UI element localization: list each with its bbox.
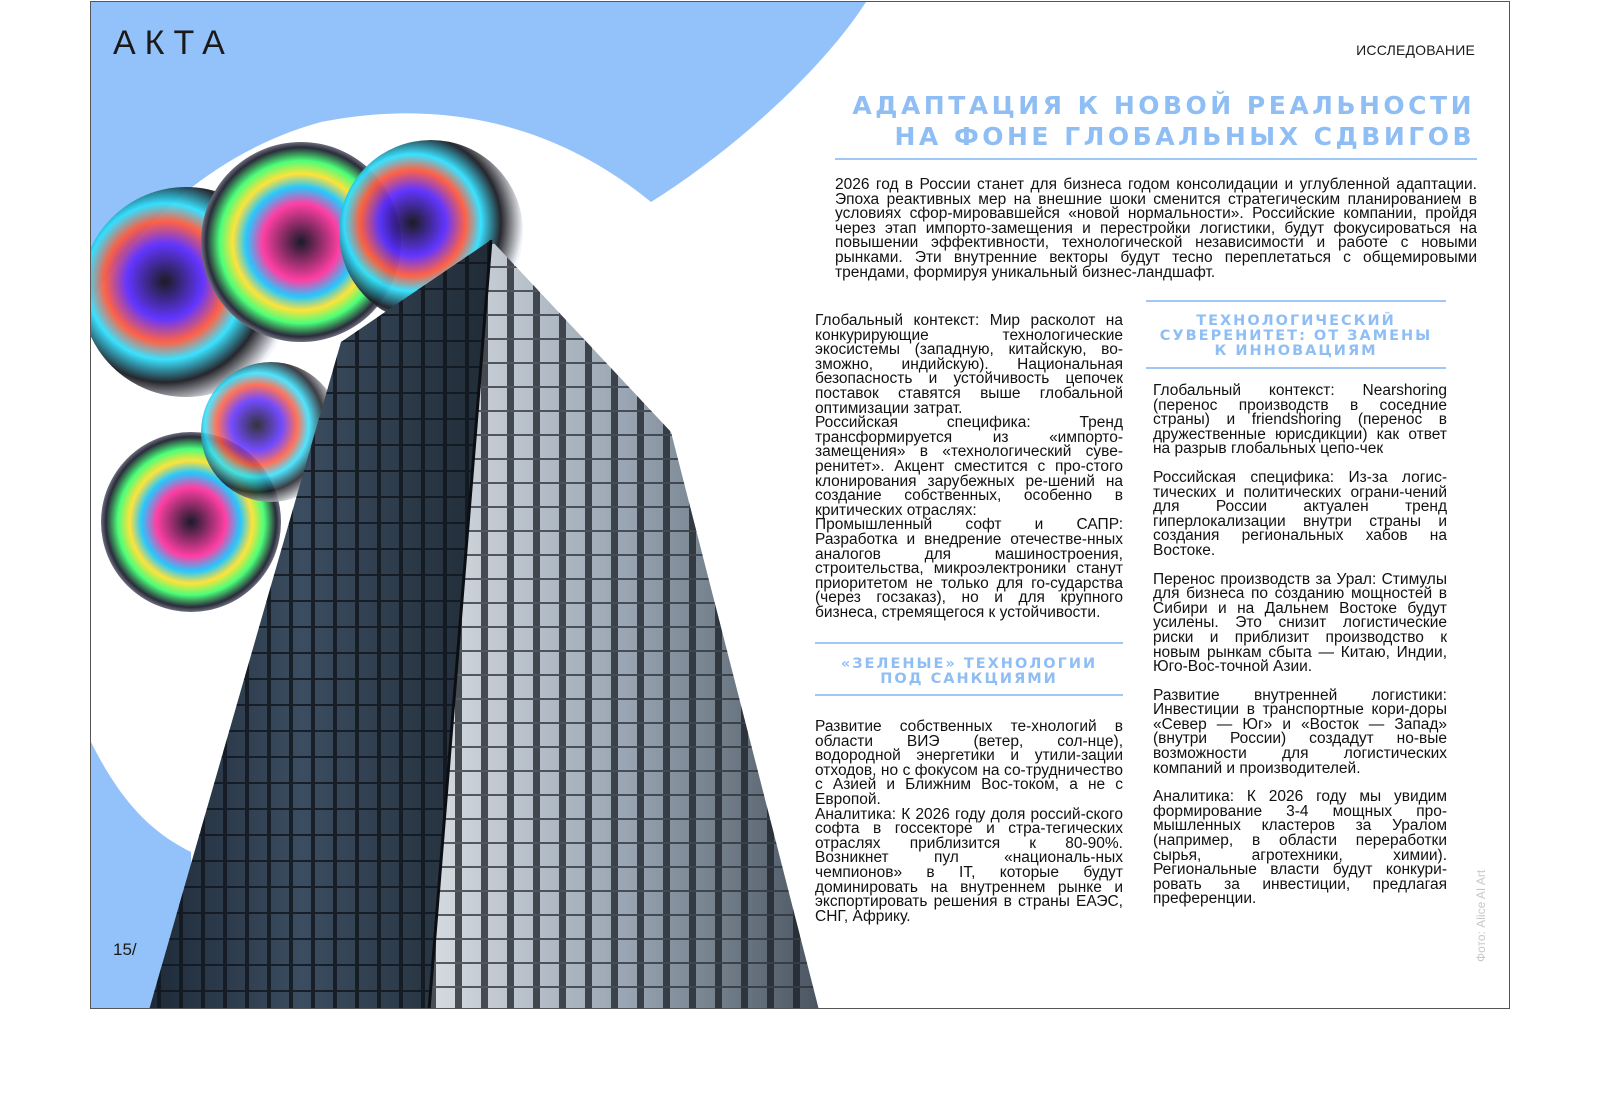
left-subheading (815, 657, 1123, 687)
left-column-lower (815, 720, 1123, 924)
left-paragraph: Промышленный софт и САПР: Разработка и внедрение отечестве-нных аналогов для машиностроения, строительства, микроэлектроники станут приоритетом не только для го-сударства (через госзаказ), но и для крупного бизнеса, стремящегося к устойчивости. (815, 516, 1123, 621)
intro-paragraph: 2026 год в России станет для бизнеса годом консолидации и углубленной адаптации. Эпоха реактивных мер на внешние шоки сменится стратегическим планированием в условиях сфор-мировавшейся «новой нормальности». Российские компании, пройдя через этап импорто-замещения и перестройки логистики, будут фокусироваться на повышении эффективности, технологической независимости и работе с новыми рынками. Эти внутренние векторы будут тесно переплетаться с общемировыми трендами, формируя уникальный бизнес-ландшафт. (835, 176, 1477, 281)
right-paragraph: Аналитика: К 2026 году мы увидим формирование 3-4 мощных про-мышленных кластеров за Уралом (например, в области переработки сырья, агротехники, химии). Региональные власти будут конкури-ровать за инвестиции, предлагая преференции. (1153, 788, 1447, 908)
left-paragraph: Аналитика: К 2026 году доля россий-ского софта в госсекторе и стра-тегических отраслях приблизится к 80-90%. Возникнет пул «националь-ных чемпионов» в IT, которые будут доминировать на внутреннем рынке и экспортировать решения в страны ЕАЭС, СНГ, Африку. (815, 805, 1123, 925)
title-line-1: АДАПТАЦИЯ К НОВОЙ РЕАЛЬНОСТИ (852, 91, 1475, 120)
right-subheading-line-2: СУВЕРЕНИТЕТ: ОТ ЗАМЕНЫ (1159, 328, 1433, 344)
right-subheading-rule-top (1146, 300, 1446, 302)
right-subheading-line-1: ТЕХНОЛОГИЧЕСКИЙ (1196, 313, 1396, 329)
left-column (815, 314, 1123, 620)
left-paragraph: Российская специфика: Тренд трансформируется из «импорто-замещения» в «технологический суве-ренитет». Акцент сместится с про-стого клонирования зарубежных ре-шений на создание собственных, особенно в критических отраслях: (815, 414, 1123, 519)
photo-credit: Фото: Alice AI Art (1474, 869, 1488, 962)
left-subheading-rule-bottom (815, 694, 1123, 696)
title-divider (835, 158, 1477, 160)
title-line-2: НА ФОНЕ ГЛОБАЛЬНЫХ СДВИГОВ (894, 122, 1475, 151)
magazine-page (90, 1, 1510, 1009)
article-title (795, 90, 1475, 152)
right-column (1153, 384, 1447, 907)
right-paragraph: Российская специфика: Из-за логис-тических и политических ограни-чений для России актуален тренд гиперлокализации внутри страны и создания региональных хабов на Востоке. (1153, 468, 1447, 559)
section-label: ИССЛЕДОВАНИЕ (1356, 42, 1475, 58)
right-paragraph: Перенос производств за Урал: Стимулы для бизнеса по созданию мощностей в Сибири и на Дальнем Востоке будут усилены. Это снизит логистические риски и приблизит производство к новым рынкам сбыта — Китаю, Индии, Юго-Вос-точной Азии. (1153, 570, 1447, 676)
left-subheading-line-2: ПОД САНКЦИЯМИ (880, 671, 1058, 687)
left-subheading-line-1: «ЗЕЛЕНЫЕ» ТЕХНОЛОГИИ (840, 656, 1098, 672)
right-paragraph: Развитие внутренней логистики: Инвестиции в транспортные кори-доры «Север — Юг» и «Восток — Запад» (внутри России) создадут но-вые возможности для логистических компаний и производителей. (1153, 686, 1447, 777)
left-paragraph: Глобальный контекст: Мир расколот на конкурирующие технологические экосистемы (западную, китайскую, во-зможно, индийскую). Национальная безопасность и устойчивость цепочек поставок ставятся выше глобальной оптимизации затрат. (815, 312, 1123, 417)
left-paragraph: Развитие собственных те-хнологий в области ВИЭ (ветер, сол-нце), водородной энергетики и утили-зации отходов, но с фокусом на со-трудничество с Азией и Ближним Вос-током, а не с Европой. (815, 718, 1123, 808)
right-subheading-rule-bottom (1146, 367, 1446, 369)
page-number: 15/ (113, 940, 137, 959)
right-paragraph: Глобальный контекст: Nearshoring (перенос производств в соседние страны) и friendshoring (перенос в дружественные юрисдикции) как ответ на разрыв глобальных цепо-чек (1153, 382, 1447, 458)
right-subheading-line-3: К ИННОВАЦИЯМ (1214, 343, 1378, 359)
left-subheading-rule-top (815, 642, 1123, 644)
right-subheading (1146, 314, 1446, 359)
magazine-logo: АКТА (113, 24, 234, 62)
